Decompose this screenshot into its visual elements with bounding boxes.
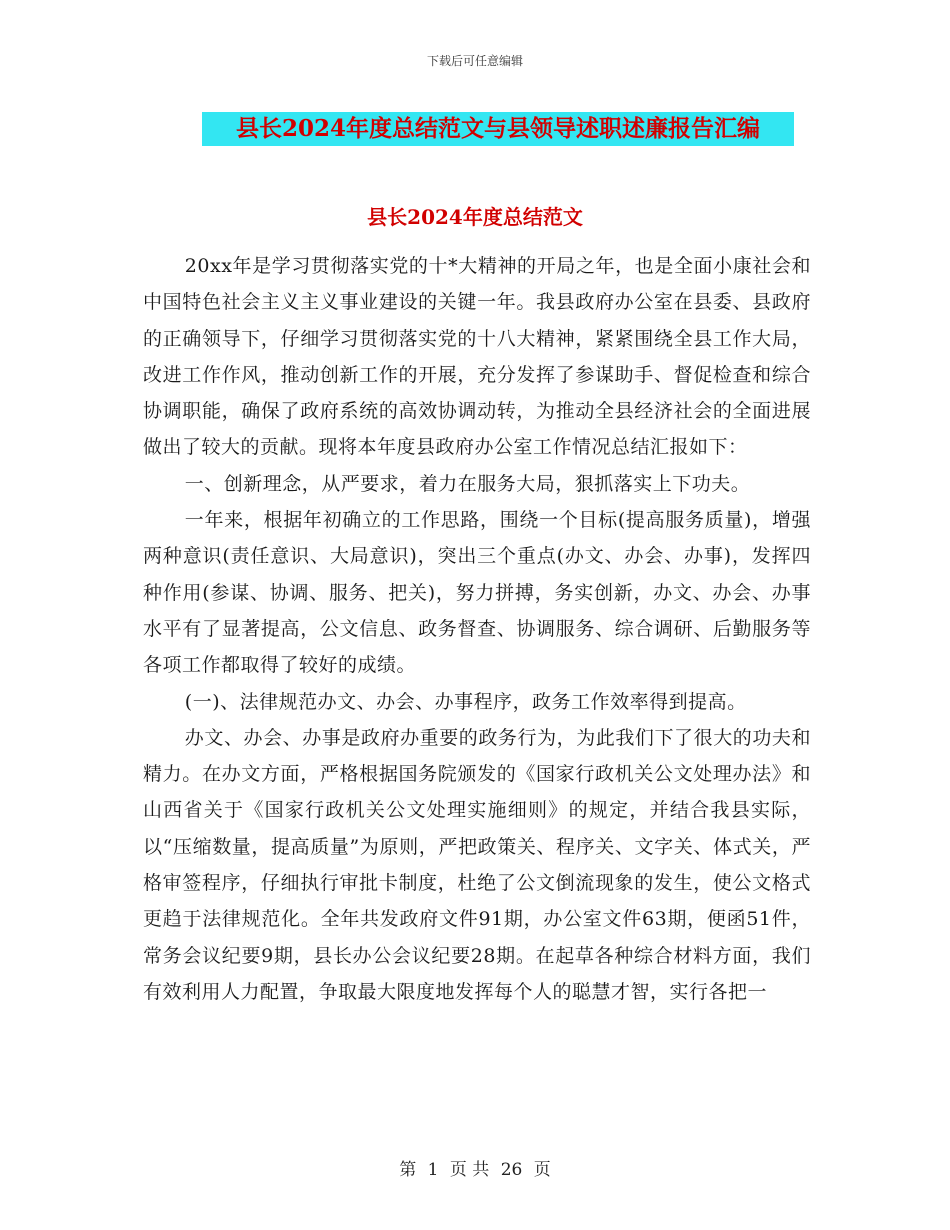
page-label-mid: 页 共 <box>449 1160 490 1180</box>
header-note: 下载后可任意编辑 <box>426 54 523 68</box>
paragraph: (一)、法律规范办文、办会、办事程序，政务工作效率得到提高。 <box>184 690 747 713</box>
page-footer <box>0 1155 950 1180</box>
document-body <box>143 248 811 1010</box>
paragraph: 20xx年是学习贯彻落实党的十*大精神的开局之年，也是全面小康社会和中国特色社会主义主义事业建设的关键一年。我县政府办公室在县委、县政府的正确领导下，仔细学习贯彻落实党的十八大精神，紧紧围绕全县工作大局，改进工作作风，推动创新工作的开展，充分发挥了参谋助手、督促检查和综合协调职能，确保了政府系统的高效协调动转，为推动全县经济社会的全面进展做出了较大的贡献。现将本年度县政府办公室工作情况总结汇报如下： <box>143 255 811 459</box>
paragraph: 一年来，根据年初确立的工作思路，围绕一个目标(提高服务质量)，增强两种意识(责任意识、大局意识)，突出三个重点(办文、办会、办事)，发挥四种作用(参谋、协调、服务、把关)，努力拼搏，务实创新，办文、办会、办事水平有了显著提高，公文信息、政务督查、协调服务、综合调研、后勤服务等各项工作都取得了较好的成绩。 <box>143 509 811 677</box>
paragraph: 一、创新理念，从严要求，着力在服务大局，狠抓落实上下功夫。 <box>184 472 751 495</box>
page-label-prefix: 第 <box>399 1160 417 1180</box>
page-label-suffix: 页 <box>533 1160 551 1180</box>
page-total: 26 <box>500 1160 523 1180</box>
page-current: 1 <box>427 1160 439 1180</box>
paragraph: 办文、办会、办事是政府办重要的政务行为，为此我们下了很大的功夫和精力。在办文方面，严格根据国务院颁发的《国家行政机关公文处理办法》和山西省关于《国家行政机关公文处理实施细则》的规定，并结合我县实际，以“压缩数量，提高质量”为原则，严把政策关、程序关、文字关、体式关，严格审签程序，仔细执行审批卡制度，杜绝了公文倒流现象的发生，使公文格式更趋于法律规范化。全年共发政府文件91期，办公室文件63期，便函51件，常务会议纪要9期，县长办公会议纪要28期。在起草各种综合材料方面，我们有效利用人力配置，争取最大限度地发挥每个人的聪慧才智，实行各把一 <box>143 726 811 1003</box>
section-title: 县长2024年度总结范文 <box>367 205 583 229</box>
document-main-title: 县长2024年度总结范文与县领导述职述廉报告汇编 <box>202 112 794 146</box>
